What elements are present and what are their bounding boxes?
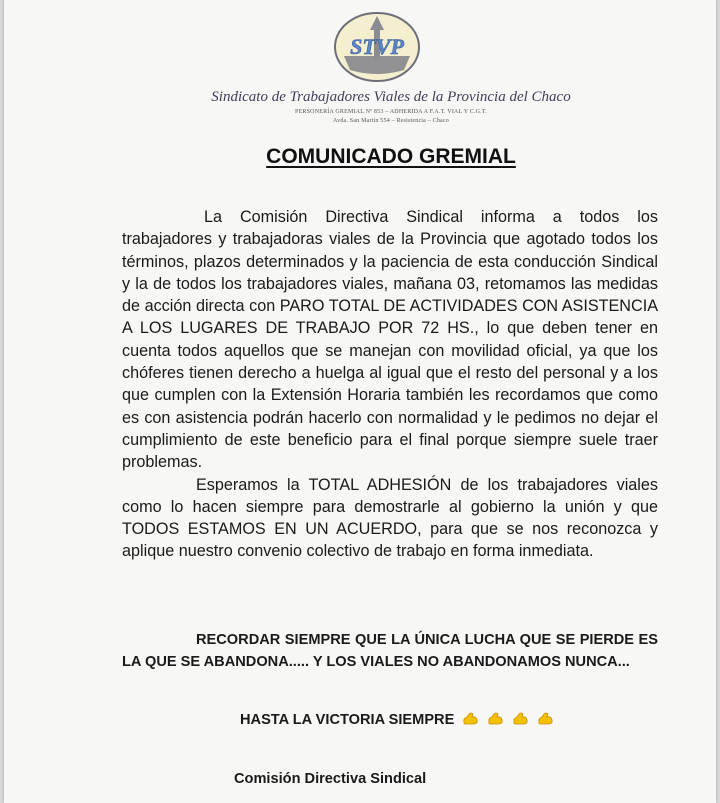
flexed-biceps-icon	[487, 712, 504, 725]
document-body	[122, 206, 658, 563]
document-title	[4, 145, 716, 169]
paragraph-2: Esperamos la TOTAL ADHESIÓN de los trabajadores viales como lo hacen siempre para demostrarle al gobierno la unión y que TODOS ESTAMOS EN UN ACUERDO, para que se nos reconozca y aplique nuestro convenio colectivo de trabajo en forma inmediata.	[122, 475, 658, 561]
closing-line	[240, 712, 554, 728]
flexed-biceps-icon	[512, 712, 529, 725]
organization-address: Avda. San Martín 554 – Resistencia – Chaco	[333, 118, 449, 124]
svg-text:STVP: STVP	[350, 34, 404, 59]
closing-text: HASTA LA VICTORIA SIEMPRE	[240, 712, 455, 728]
emphasis-paragraph: RECORDAR SIEMPRE QUE LA ÚNICA LUCHA QUE SE PIERDE ES LA QUE SE ABANDONA..... Y LOS VIALES NO ABANDONAMOS NUNCA...	[122, 632, 658, 670]
paragraph-1: La Comisión Directiva Sindical informa a todos los trabajadores y trabajadoras viales de la Provincia que agotado todos los términos, plazos determinados y la paciencia de esta conducción Sindical y la de todos los trabajadores viales, mañana 03, retomamos las medidas de acción directa con PARO TOTAL DE ACTIVIDADES CON ASISTENCIA A LOS LUGARES DE TRABAJO POR 72 HS., lo que deben tener en cuenta todos aquellos que se manejan con movilidad oficial, ya que los chóferes tienen derecho a huelga al igual que el resto del personal y a los que cumplen con la Extensión Horaria también les recordamos que como es con asistencia podrán hacerlo con normalidad y le pedimos no dejar el cumplimiento de este beneficio para el final porque siempre suele traer problemas.	[122, 208, 658, 472]
flexed-biceps-icon	[537, 712, 554, 725]
organization-registration: PERSONERÍA GREMIAL Nº 853 – ADHERIDA A F.A.T. VIAL Y C.G.T.	[295, 109, 487, 115]
union-logo-icon	[332, 10, 422, 84]
document-title-text: COMUNICADO GREMIAL	[266, 145, 516, 168]
document-page	[4, 0, 716, 803]
signature: Comisión Directiva Sindical	[234, 771, 427, 787]
organization-name: Sindicato de Trabajadores Viales de la Provincia del Chaco	[211, 89, 571, 105]
flexed-biceps-icon	[462, 712, 479, 725]
